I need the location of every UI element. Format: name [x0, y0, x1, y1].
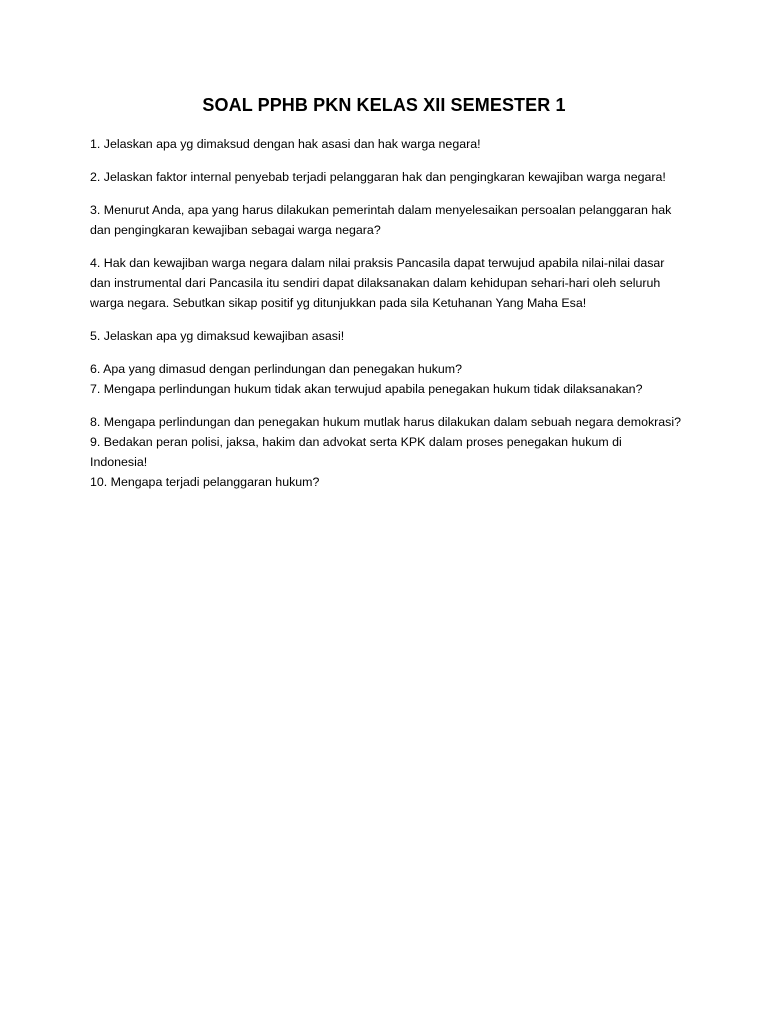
question-4: 4. Hak dan kewajiban warga negara dalam nilai praksis Pancasila dapat terwujud apabila nilai-nilai dasar dan instrumental dari Pancasila itu sendiri dapat dilaksanakan dalam kehidupan sehari-hari oleh seluruh warga negara. Sebutkan sikap positif yg ditunjukkan pada sila Ketuhanan Yang Maha Esa! — [90, 256, 665, 310]
question-10: 10. Mengapa terjadi pelanggaran hukum? — [90, 475, 320, 489]
question-3: 3. Menurut Anda, apa yang harus dilakukan pemerintah dalam menyelesaikan persoalan pelanggaran hak dan pengingkaran kewajiban sebagai warga negara? — [90, 203, 672, 237]
page-title: SOAL PPHB PKN KELAS XII SEMESTER 1 — [202, 95, 566, 115]
question-9: 9. Bedakan peran polisi, jaksa, hakim dan advokat serta KPK dalam proses penegakan hukum di Indonesia! — [90, 435, 622, 469]
question-5: 5. Jelaskan apa yg dimaksud kewajiban asasi! — [90, 329, 345, 343]
question-6: 6. Apa yang dimasud dengan perlindungan dan penegakan hukum? — [90, 362, 463, 376]
question-7: 7. Mengapa perlindungan hukum tidak akan terwujud apabila penegakan hukum tidak dilaksanakan? — [90, 382, 643, 396]
question-1: 1. Jelaskan apa yg dimaksud dengan hak asasi dan hak warga negara! — [90, 137, 481, 151]
question-8: 8. Mengapa perlindungan dan penegakan hukum mutlak harus dilakukan dalam sebuah negara demokrasi? — [90, 415, 682, 429]
question-2: 2. Jelaskan faktor internal penyebab terjadi pelanggaran hak dan pengingkaran kewajiban warga negara! — [90, 170, 666, 184]
question-list — [90, 134, 682, 492]
